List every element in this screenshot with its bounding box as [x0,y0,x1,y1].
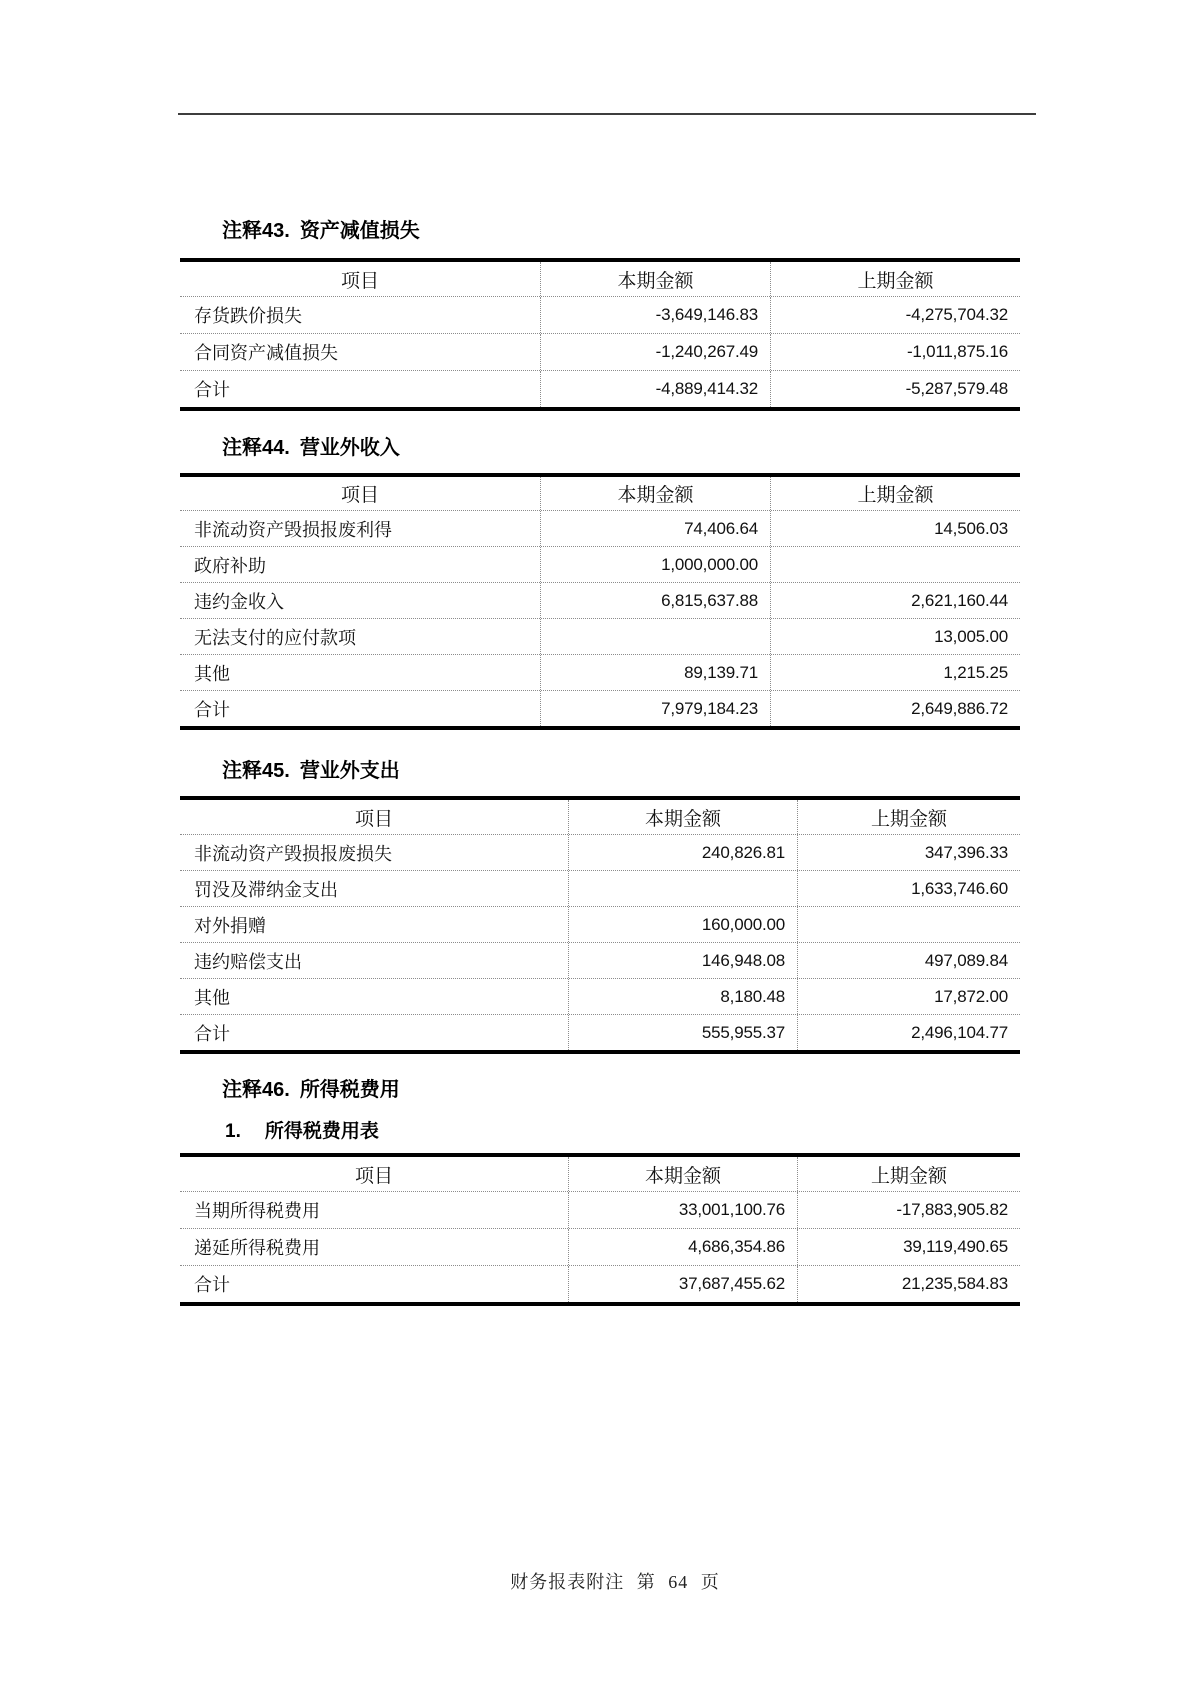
table-row-total [180,1014,1020,1050]
table-row [180,834,1020,870]
current-amount-cell: -3,649,146.83 [540,297,770,333]
prior-amount-cell: 17,872.00 [797,979,1020,1014]
current-amount-cell [568,871,797,906]
item-cell: 合计 [194,1275,230,1295]
current-amount-cell: 37,687,455.62 [568,1266,797,1302]
item-cell: 存货跌价损失 [194,306,302,326]
prior-amount-cell: -5,287,579.48 [770,371,1020,407]
item-cell: 对外捐赠 [194,915,266,936]
prior-amount-cell: 21,235,584.83 [797,1266,1020,1302]
current-amount-cell: 74,406.64 [540,511,770,546]
item-cell: 违约赔偿支出 [194,951,302,972]
table-row [180,296,1020,333]
section-number: 注释45. [222,760,290,782]
item-cell: 其他 [194,987,230,1008]
table-note45 [180,796,1020,1054]
table-header-row [180,477,1020,510]
table-row [180,582,1020,618]
item-cell: 非流动资产毁损报废损失 [194,843,392,864]
item-cell: 当期所得税费用 [194,1201,320,1221]
current-amount-cell [540,619,770,654]
item-cell: 违约金收入 [194,591,284,612]
table-row-total [180,370,1020,407]
subsection-title-text: 所得税费用表 [264,1121,379,1142]
prior-amount-cell: -1,011,875.16 [770,334,1020,370]
prior-amount-cell: 347,396.33 [797,835,1020,870]
table-header-row [180,262,1020,296]
table-row [180,546,1020,582]
footer-page-label: 财务报表附注 第 64 页 [510,1572,720,1592]
column-header-item: 项目 [354,1165,393,1187]
prior-amount-cell [770,547,1020,582]
column-header-prior-amount: 上期金额 [797,1157,1020,1191]
current-amount-cell: -1,240,267.49 [540,334,770,370]
table-row [180,1191,1020,1228]
section-title-text: 营业外支出 [299,760,400,782]
section-title-note45 [222,758,1020,784]
prior-amount-cell: 1,633,746.60 [797,871,1020,906]
current-amount-cell: 8,180.48 [568,979,797,1014]
prior-amount-cell: 14,506.03 [770,511,1020,546]
column-header-current-amount: 本期金额 [568,800,797,834]
current-amount-cell: 146,948.08 [568,943,797,978]
table-row [180,654,1020,690]
current-amount-cell: 6,815,637.88 [540,583,770,618]
item-cell: 合计 [194,1023,230,1044]
current-amount-cell: 1,000,000.00 [540,547,770,582]
item-cell: 递延所得税费用 [194,1238,320,1258]
column-header-prior-amount: 上期金额 [797,800,1020,834]
column-header-prior-amount: 上期金额 [770,262,1020,296]
table-row [180,333,1020,370]
section-title-text: 营业外收入 [299,437,400,459]
subsection-number: 1. [225,1121,241,1142]
item-cell: 其他 [194,663,230,684]
table-row-total [180,690,1020,726]
item-cell: 无法支付的应付款项 [194,627,356,648]
table-row-total [180,1265,1020,1302]
current-amount-cell: 555,955.37 [568,1015,797,1050]
column-header-current-amount: 本期金额 [540,477,770,510]
column-header-item: 项目 [340,270,379,292]
item-cell: 政府补助 [194,555,266,576]
item-cell: 合同资产减值损失 [194,343,338,363]
section-title-note44 [222,435,1020,461]
column-header-prior-amount: 上期金额 [770,477,1020,510]
prior-amount-cell: 39,119,490.65 [797,1229,1020,1265]
current-amount-cell: -4,889,414.32 [540,371,770,407]
table-row [180,870,1020,906]
item-cell: 合计 [194,699,230,720]
table-row [180,1228,1020,1265]
table-row [180,906,1020,942]
item-cell: 合计 [194,380,230,400]
section-title-note43 [222,218,1020,244]
column-header-item: 项目 [354,808,393,830]
prior-amount-cell: -4,275,704.32 [770,297,1020,333]
table-note46 [180,1153,1020,1306]
current-amount-cell: 89,139.71 [540,655,770,690]
column-header-item: 项目 [340,485,379,506]
table-row [180,510,1020,546]
table-note44 [180,473,1020,730]
prior-amount-cell: 2,496,104.77 [797,1015,1020,1050]
document-body [180,0,1020,1306]
column-header-current-amount: 本期金额 [540,262,770,296]
item-cell: 非流动资产毁损报废利得 [194,519,392,540]
column-header-current-amount: 本期金额 [568,1157,797,1191]
table-header-row [180,1157,1020,1191]
prior-amount-cell [797,907,1020,942]
current-amount-cell: 7,979,184.23 [540,691,770,726]
current-amount-cell: 160,000.00 [568,907,797,942]
current-amount-cell: 240,826.81 [568,835,797,870]
prior-amount-cell: 2,621,160.44 [770,583,1020,618]
section-title-text: 资产减值损失 [299,220,420,242]
prior-amount-cell: -17,883,905.82 [797,1192,1020,1228]
section-number: 注释46. [222,1079,290,1101]
prior-amount-cell: 2,649,886.72 [770,691,1020,726]
table-row [180,978,1020,1014]
prior-amount-cell: 1,215.25 [770,655,1020,690]
subsection-title-income-tax-table [225,1119,1020,1145]
current-amount-cell: 33,001,100.76 [568,1192,797,1228]
current-amount-cell: 4,686,354.86 [568,1229,797,1265]
prior-amount-cell: 497,089.84 [797,943,1020,978]
prior-amount-cell: 13,005.00 [770,619,1020,654]
item-cell: 罚没及滞纳金支出 [194,879,338,900]
section-title-text: 所得税费用 [299,1079,400,1101]
table-header-row [180,800,1020,834]
table-row [180,942,1020,978]
section-number: 注释43. [222,220,290,242]
section-number: 注释44. [222,437,290,459]
table-note43 [180,258,1020,411]
section-title-note46 [222,1077,1020,1103]
table-row [180,618,1020,654]
